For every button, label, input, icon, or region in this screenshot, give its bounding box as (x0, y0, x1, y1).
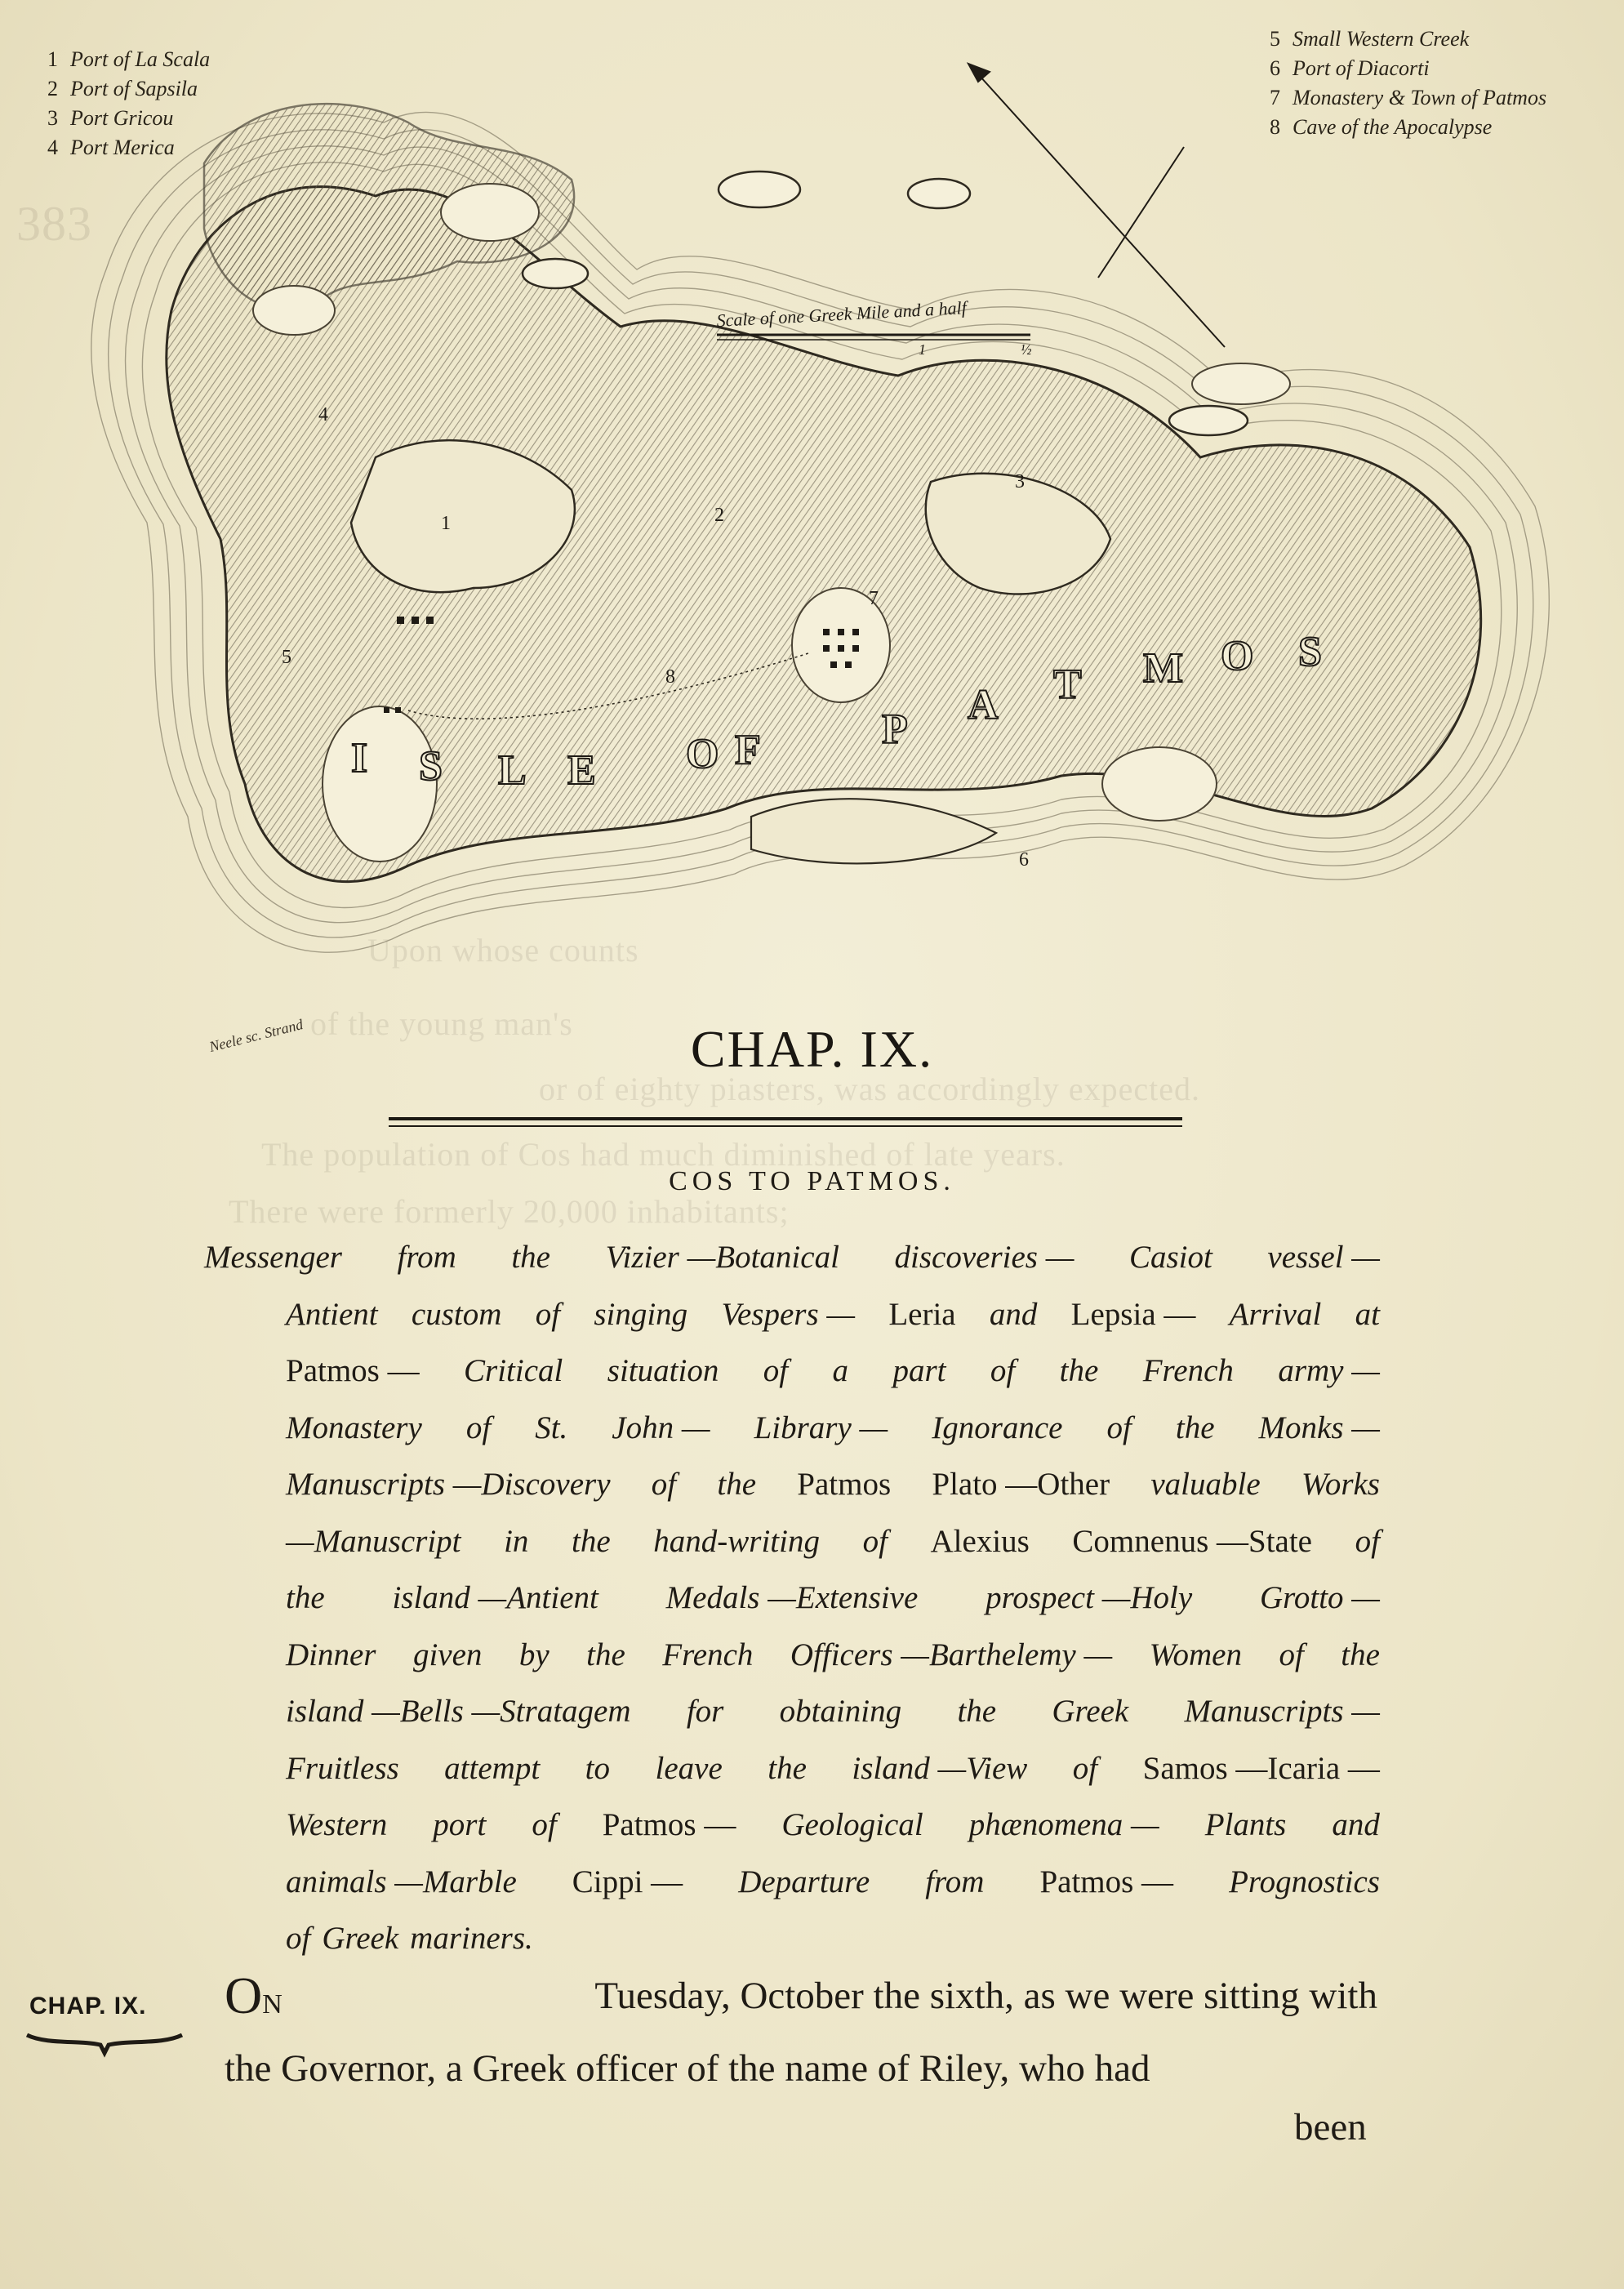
islet (908, 179, 970, 208)
summary-word: of (535, 1296, 561, 1332)
summary-word: in (504, 1523, 529, 1559)
summary-word: Prognostics (1229, 1864, 1380, 1899)
map-label-7: 7 (869, 588, 879, 609)
body-line (225, 1964, 1377, 2037)
body-line-1-text: Tuesday, October the sixth, as we were sitting with (594, 1975, 1377, 2017)
summary-word: at (1355, 1296, 1380, 1332)
summary-word: Patmos (797, 1467, 892, 1502)
summary-word: the (286, 1580, 325, 1615)
summary-word: Vizier —Botanical (605, 1240, 839, 1275)
summary-word: from (925, 1864, 985, 1899)
summary-word: island —View (852, 1750, 1028, 1786)
summary-word: of (286, 1921, 311, 1956)
summary-word: Messenger (204, 1240, 342, 1275)
show-through-line: Upon whose counts (367, 932, 639, 969)
chapter-title: CHAP. IX. (690, 1020, 934, 1078)
map-label-1: 1 (441, 513, 451, 534)
islet (719, 171, 800, 207)
legend-entry: 8 Cave of the Apocalypse (1270, 115, 1493, 139)
summary-line (204, 1513, 1380, 1570)
summary-word: a (832, 1353, 849, 1388)
summary-word: animals —Marble (286, 1864, 517, 1899)
summary-line (204, 1740, 1380, 1797)
title-letter: S (1298, 629, 1322, 675)
summary-word: and (989, 1296, 1038, 1332)
chapter-subtitle: COS TO PATMOS. (669, 1166, 955, 1196)
summary-word: the (1059, 1353, 1099, 1388)
curly-brace-icon (23, 2025, 186, 2058)
summary-word: Greek (322, 1921, 399, 1956)
scale-tick: ½ (1021, 341, 1032, 358)
summary-word: Leria (888, 1296, 956, 1332)
summary-word: Library — (754, 1409, 888, 1445)
summary-line (204, 1683, 1380, 1740)
summary-word: French (1142, 1353, 1234, 1388)
legend-entry: 3 Port Gricou (47, 106, 174, 130)
map-of-patmos (0, 0, 1624, 1062)
summary-line (204, 1570, 1380, 1627)
double-rule-bottom (389, 1125, 1182, 1127)
summary-word: Patmos — (1039, 1864, 1174, 1899)
summary-word: Manuscripts —Discovery (286, 1467, 611, 1502)
scale-tick: 1 (919, 341, 926, 358)
summary-word: French (662, 1637, 754, 1672)
title-letter: F (735, 727, 761, 773)
map-label-5: 5 (282, 647, 291, 668)
chapter-summary (204, 1229, 1380, 1967)
summary-word: Departure (738, 1864, 870, 1899)
summary-word: Monks — (1258, 1409, 1380, 1445)
summary-word: discoveries — (894, 1240, 1075, 1275)
summary-word: Alexius (930, 1523, 1030, 1559)
summary-word: Patmos — (286, 1353, 420, 1388)
summary-word: Works (1301, 1467, 1380, 1502)
summary-word: attempt (444, 1750, 541, 1786)
diacorti-bay (751, 799, 996, 863)
summary-word: Arrival (1229, 1296, 1322, 1332)
summary-word: of (465, 1409, 492, 1445)
summary-word: of (990, 1353, 1016, 1388)
northern-ridge (441, 184, 539, 241)
summary-word: situation (607, 1353, 719, 1388)
summary-word: of (862, 1523, 888, 1559)
legend-entry: 7 Monastery & Town of Patmos (1270, 86, 1547, 109)
summary-word: Greek (1052, 1694, 1129, 1729)
title-letter: L (498, 747, 527, 794)
summary-word: Plato —Other (932, 1467, 1110, 1502)
summary-word: Casiot (1128, 1240, 1212, 1275)
show-through-line: of the young man's (310, 1005, 573, 1042)
small-caps: N (262, 1989, 283, 2020)
summary-word: of (1106, 1409, 1132, 1445)
summary-word: the (586, 1637, 625, 1672)
summary-word: the (768, 1750, 807, 1786)
title-letter: O (686, 731, 719, 777)
summary-word: given (412, 1637, 483, 1672)
drop-cap: O (225, 1966, 263, 2024)
summary-word: custom (411, 1296, 502, 1332)
summary-word: Geological (781, 1807, 923, 1842)
summary-word: from (397, 1240, 456, 1275)
summary-line (204, 1229, 1380, 1286)
summary-word: Officers —Barthelemy — (790, 1637, 1113, 1672)
summary-line (204, 1910, 1380, 1967)
islet (1169, 406, 1248, 435)
summary-word: army — (1278, 1353, 1380, 1388)
summary-word: Women (1149, 1637, 1242, 1672)
title-letter: M (1143, 645, 1184, 692)
summary-word: Samos —Icaria — (1142, 1750, 1380, 1786)
summary-word: valuable (1150, 1467, 1261, 1502)
title-letter: S (419, 743, 443, 790)
summary-word: hand-writing (653, 1523, 820, 1559)
summary-word: of (1279, 1637, 1304, 1672)
summary-word: vessel — (1267, 1240, 1380, 1275)
title-letter: P (882, 706, 908, 753)
northwest-ridge (253, 286, 335, 335)
body-text (225, 1964, 1377, 2100)
map-legend-right (1270, 24, 1546, 142)
double-rule-top (389, 1117, 1182, 1120)
map-label-4: 4 (318, 404, 328, 425)
show-through-line: or of eighty piasters, was accordingly expected. (539, 1071, 1200, 1107)
summary-word: island —Antient (392, 1580, 598, 1615)
summary-word: John — (612, 1409, 710, 1445)
summary-word: the (1341, 1637, 1380, 1672)
summary-word: Dinner (286, 1637, 376, 1672)
show-through-page-number: 383 (16, 197, 92, 251)
summary-word: Antient (286, 1296, 378, 1332)
summary-word: for (686, 1694, 724, 1729)
map-label-2: 2 (714, 505, 724, 526)
summary-word: leave (655, 1750, 723, 1786)
summary-word: of (1355, 1523, 1380, 1559)
compass-icon (968, 64, 1225, 347)
summary-word: of (1072, 1750, 1098, 1786)
body-line (225, 2037, 1377, 2100)
summary-word: port (433, 1807, 487, 1842)
show-through-line: There were formerly 20,000 inhabitants; (229, 1193, 790, 1230)
body-line-2-text: the Governor, a Greek officer of the name of Riley, who had (225, 2047, 1150, 2090)
summary-word: the (717, 1467, 757, 1502)
summary-word: —Manuscript (286, 1523, 461, 1559)
map-label-3: 3 (1015, 471, 1025, 492)
summary-word: Western (286, 1807, 388, 1842)
scale-label: Scale of one Greek Mile and a half (715, 296, 968, 331)
summary-word: Cippi — (572, 1864, 683, 1899)
legend-entry: 6 Port of Diacorti (1270, 56, 1430, 80)
southern-hill (1102, 747, 1217, 821)
summary-word: Ignorance (932, 1409, 1063, 1445)
summary-word: island —Bells —Stratagem (286, 1694, 631, 1729)
summary-word: obtaining (779, 1694, 902, 1729)
margin-chapter-label: CHAP. IX. (29, 1993, 147, 2020)
summary-word: to (585, 1750, 610, 1786)
summary-word: of (763, 1353, 789, 1388)
summary-word: Monastery (286, 1409, 422, 1445)
summary-word: the (957, 1694, 997, 1729)
legend-entry: 1 Port of La Scala (47, 47, 211, 71)
summary-word: by (518, 1637, 549, 1672)
summary-word: Vespers — (721, 1296, 856, 1332)
summary-word: prospect —Holy (986, 1580, 1193, 1615)
title-letter: E (567, 747, 596, 794)
catchword: been (1294, 2106, 1367, 2149)
summary-line (204, 1400, 1380, 1457)
summary-word: St. (535, 1409, 568, 1445)
summary-word: Manuscripts — (1184, 1694, 1380, 1729)
summary-word: singing (594, 1296, 688, 1332)
summary-word: the (1175, 1409, 1215, 1445)
summary-word: Grotto — (1259, 1580, 1380, 1615)
summary-word: the (511, 1240, 550, 1275)
legend-entry: 4 Port Merica (47, 136, 175, 159)
legend-entry: 5 Small Western Creek (1270, 27, 1470, 51)
map-label-6: 6 (1019, 849, 1029, 871)
summary-word: of (532, 1807, 557, 1842)
map-legend-left (47, 45, 210, 163)
map-label-8: 8 (665, 666, 675, 688)
title-letter: O (1221, 633, 1254, 679)
show-through-line: The population of Cos had much diminished of late years. (261, 1136, 1066, 1173)
summary-line (204, 1797, 1380, 1854)
summary-line (204, 1343, 1380, 1400)
legend-entry: 2 Port of Sapsila (47, 77, 198, 100)
summary-line (204, 1627, 1380, 1684)
summary-word: Lepsia — (1070, 1296, 1196, 1332)
islet (523, 259, 588, 288)
engraver-credit: Neele sc. Strand (207, 1016, 305, 1055)
summary-word: the (572, 1523, 611, 1559)
summary-line (204, 1286, 1380, 1343)
summary-word: Fruitless (286, 1750, 399, 1786)
summary-word: mariners. (410, 1921, 533, 1956)
summary-word: Critical (464, 1353, 563, 1388)
summary-word: part (892, 1353, 946, 1388)
summary-word: Plants (1204, 1807, 1287, 1842)
summary-word: phænomena — (968, 1807, 1159, 1842)
summary-word: Medals —Extensive (665, 1580, 919, 1615)
summary-word: Comnenus —State (1072, 1523, 1312, 1559)
eastern-ridge (1192, 363, 1290, 404)
title-letter: A (968, 682, 999, 728)
title-letter: T (1053, 661, 1082, 708)
title-letter: I (351, 735, 368, 782)
summary-word: and (1332, 1807, 1380, 1842)
summary-word: Patmos — (602, 1807, 736, 1842)
summary-word: of (651, 1467, 677, 1502)
summary-line (204, 1854, 1380, 1911)
summary-line (204, 1456, 1380, 1513)
